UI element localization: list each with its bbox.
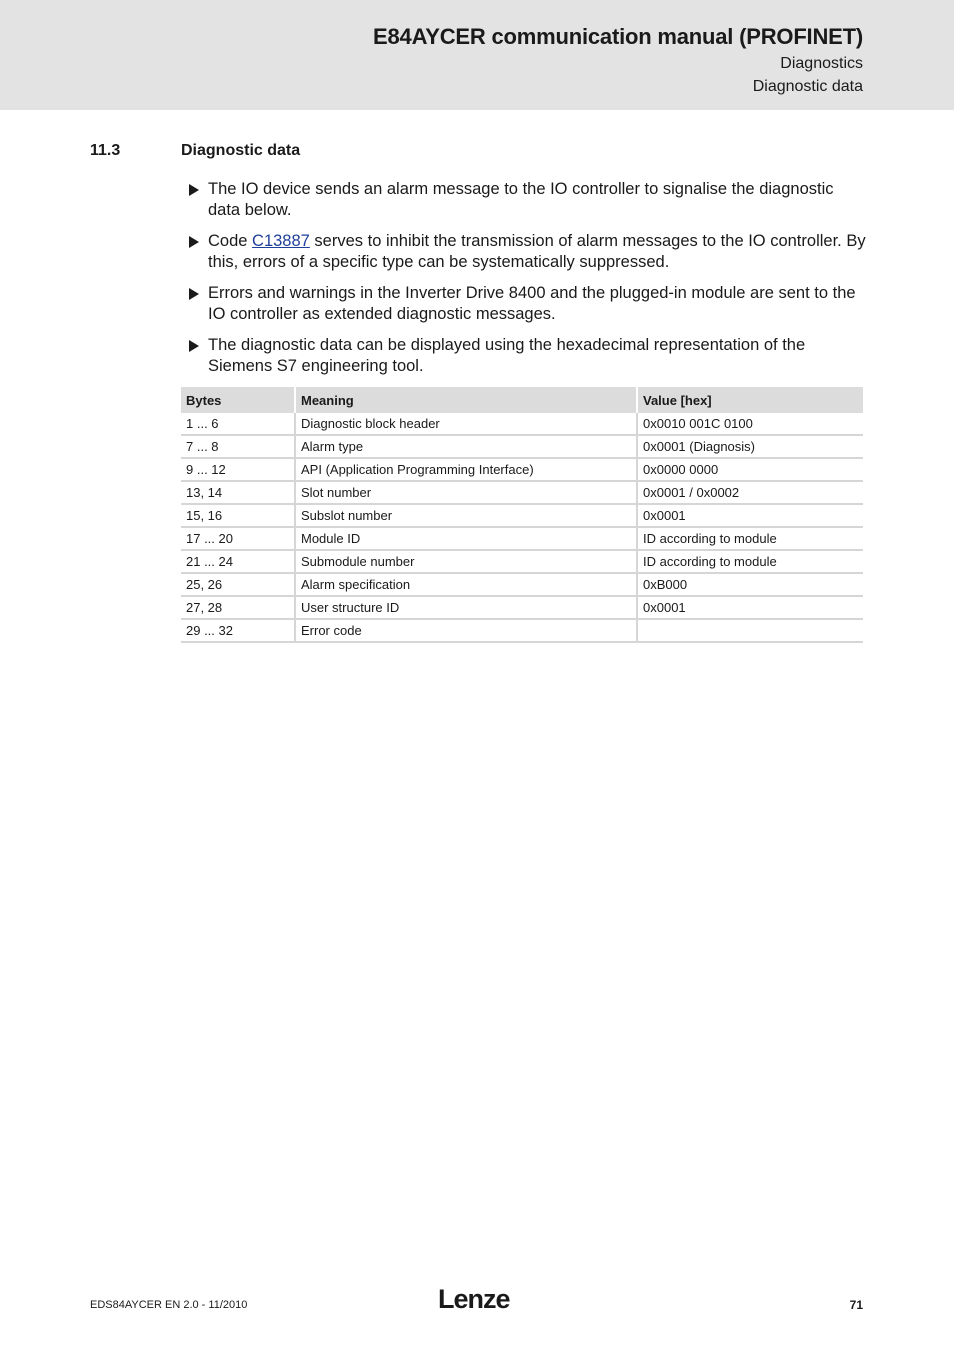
section-number: 11.3 bbox=[90, 142, 121, 159]
table-row bbox=[181, 413, 863, 435]
cell-value: ID according to module bbox=[637, 527, 863, 550]
bullet-arrow-icon bbox=[189, 236, 199, 248]
cell-value: 0x0001 bbox=[637, 504, 863, 527]
cell-value: 0x0001 / 0x0002 bbox=[637, 481, 863, 504]
cell-value: ID according to module bbox=[637, 550, 863, 573]
bullet-list bbox=[187, 179, 867, 387]
cell-meaning: Subslot number bbox=[295, 504, 637, 527]
table-row bbox=[181, 481, 863, 504]
document-id: EDS84AYCER EN 2.0 - 11/2010 bbox=[90, 1299, 248, 1311]
table-row bbox=[181, 550, 863, 573]
diagnostic-data-table bbox=[181, 387, 863, 643]
cell-value bbox=[637, 619, 863, 642]
cell-value: 0x0000 0000 bbox=[637, 458, 863, 481]
table-row bbox=[181, 596, 863, 619]
cell-meaning: Submodule number bbox=[295, 550, 637, 573]
column-header-meaning: Meaning bbox=[295, 387, 637, 413]
column-header-value: Value [hex] bbox=[637, 387, 863, 413]
cell-meaning: Error code bbox=[295, 619, 637, 642]
page-header bbox=[0, 0, 954, 110]
manual-title: E84AYCER communication manual (PROFINET) bbox=[373, 24, 863, 49]
cell-meaning: Alarm type bbox=[295, 435, 637, 458]
bullet-text: The diagnostic data can be displayed using the hexadecimal representation of the Siemens S7 engineering tool. bbox=[208, 336, 806, 375]
table-row bbox=[181, 458, 863, 481]
cell-bytes: 9 ... 12 bbox=[181, 458, 295, 481]
bullet-item bbox=[187, 231, 867, 273]
bullet-text-post: serves to inhibit the transmission of alarm messages to the IO controller. By this, errors of a specific type can be systematically suppressed. bbox=[208, 232, 866, 271]
cell-bytes: 15, 16 bbox=[181, 504, 295, 527]
cell-meaning: User structure ID bbox=[295, 596, 637, 619]
cell-bytes: 29 ... 32 bbox=[181, 619, 295, 642]
bullet-text: Errors and warnings in the Inverter Drive 8400 and the plugged-in module are sent to the IO controller as extended diagnostic messages. bbox=[208, 284, 856, 323]
cell-bytes: 7 ... 8 bbox=[181, 435, 295, 458]
table-row bbox=[181, 504, 863, 527]
cell-bytes: 1 ... 6 bbox=[181, 413, 295, 435]
bullet-item bbox=[187, 179, 867, 221]
cell-bytes: 21 ... 24 bbox=[181, 550, 295, 573]
cell-value: 0x0001 bbox=[637, 596, 863, 619]
table-row bbox=[181, 435, 863, 458]
cell-value: 0x0010 001C 0100 bbox=[637, 413, 863, 435]
cell-bytes: 17 ... 20 bbox=[181, 527, 295, 550]
table-header-row bbox=[181, 387, 863, 413]
cell-value: 0x0001 (Diagnosis) bbox=[637, 435, 863, 458]
table-row bbox=[181, 619, 863, 642]
bullet-text-pre: Code bbox=[208, 232, 253, 250]
breadcrumb-chapter: Diagnostics bbox=[780, 55, 863, 72]
bullet-item bbox=[187, 335, 867, 377]
cell-meaning: Slot number bbox=[295, 481, 637, 504]
cell-value: 0xB000 bbox=[637, 573, 863, 596]
bullet-arrow-icon bbox=[189, 340, 199, 352]
bullet-arrow-icon bbox=[189, 288, 199, 300]
breadcrumb-section: Diagnostic data bbox=[752, 78, 863, 95]
code-link-c13887[interactable]: C13887 bbox=[252, 232, 310, 250]
cell-bytes: 27, 28 bbox=[181, 596, 295, 619]
table-row bbox=[181, 527, 863, 550]
page-number: 71 bbox=[849, 1298, 863, 1312]
lenze-logo: Lenze bbox=[438, 1284, 510, 1314]
cell-meaning: Alarm specification bbox=[295, 573, 637, 596]
cell-meaning: API (Application Programming Interface) bbox=[295, 458, 637, 481]
table-row bbox=[181, 573, 863, 596]
cell-bytes: 25, 26 bbox=[181, 573, 295, 596]
section-title: Diagnostic data bbox=[181, 142, 301, 159]
cell-bytes: 13, 14 bbox=[181, 481, 295, 504]
cell-meaning: Diagnostic block header bbox=[295, 413, 637, 435]
bullet-arrow-icon bbox=[189, 184, 199, 196]
column-header-bytes: Bytes bbox=[181, 387, 295, 413]
bullet-text: The IO device sends an alarm message to the IO controller to signalise the diagnostic data below. bbox=[208, 180, 834, 219]
cell-meaning: Module ID bbox=[295, 527, 637, 550]
bullet-item bbox=[187, 283, 867, 325]
